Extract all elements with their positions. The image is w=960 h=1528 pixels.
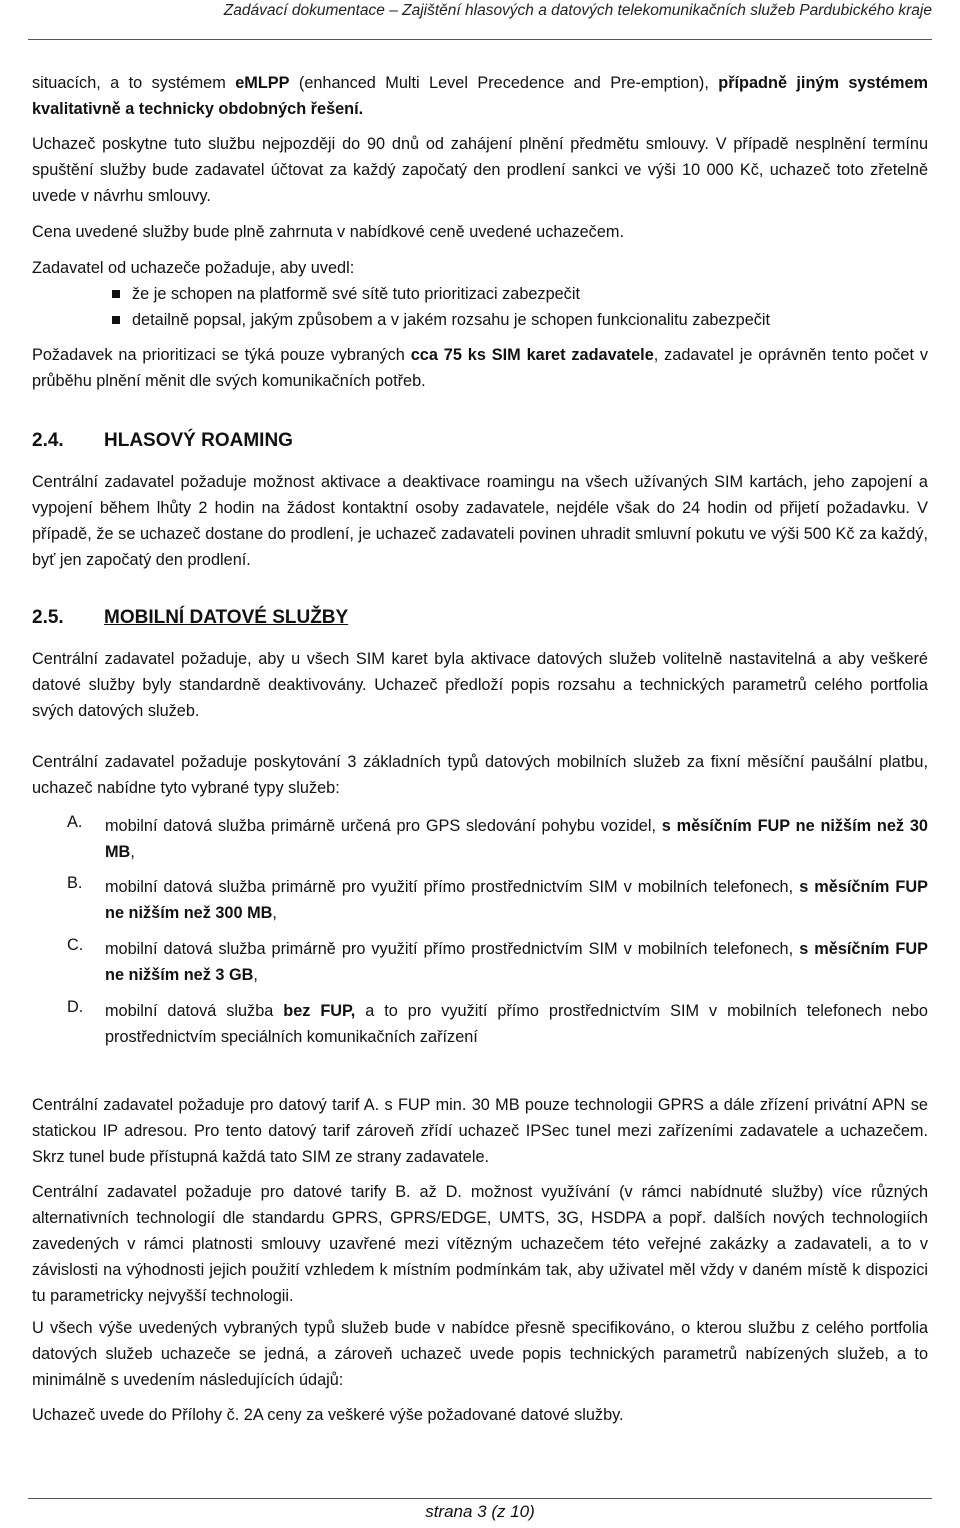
section-2-5-paragraph-1: Centrální zadavatel požaduje, aby u všech SIM karet byla aktivace datových služeb volitelně nastavitelná a aby veškeré datové služby byly standardně deaktivovány. Uchazeč předloží popis rozsahu a technických parametrů celého portfolia svých datových služeb.	[32, 650, 928, 720]
intro-paragraph-4: Zadavatel od uchazeče požaduje, aby uvedl: že je schopen na platformě své sítě tuto prioritizaci zabezpečit detailně popsal, jakým způsobem a v jakém rozsahu je schopen funkcionalitu zabezpečit	[32, 255, 928, 333]
list-item-a: A. mobilní datová služba primárně určená pro GPS sledování pohybu vozidel, s měsíčním FUP ne nižším než 30 MB,	[67, 813, 928, 861]
list-item-b: B. mobilní datová služba primárně pro využití přímo prostřednictvím SIM v mobilních telefonech, s měsíčním FUP ne nižším než 300 MB,	[67, 874, 928, 922]
section-2-5-paragraph-4: Centrální zadavatel požaduje pro datové tarify B. až D. možnost využívání (v rámci nabídnuté služby) více různých alternativních technologií dle standardu GPRS, GPRS/EDGE, UMTS, 3G, HSDPA a popř. dalších nových technologiích zavedených v rámci platnosti smlouvy uzavřené mezi vítězným uchazečem této veřejné zakázky a zadavateli, a to v závislosti na výhodnosti jejich použití vzhledem k místním podmínkám tak, aby uživatel měl vždy v daném místě k dispozici tu parametricky nejvyšší technologii.	[32, 1183, 928, 1305]
header-divider	[28, 39, 932, 40]
list-item: detailně popsal, jakým způsobem a v jakém rozsahu je schopen funkcionalitu zabezpečit	[32, 307, 928, 333]
list-item-d: D. mobilní datová služba bez FUP, a to pro využití přímo prostřednictvím SIM v mobilních telefonech nebo prostřednictvím speciálních komunikačních zařízení	[67, 998, 928, 1046]
page-header: Zadávací dokumentace – Zajištění hlasových a datových telekomunikačních služeb Pardubického kraje	[223, 2, 932, 19]
section-heading-2-5: 2.5. MOBILNÍ DATOVÉ SLUŽBY	[32, 607, 349, 628]
list-item-c: C. mobilní datová služba primárně pro využití přímo prostřednictvím SIM v mobilních telefonech, s měsíčním FUP ne nižším než 3 GB,	[67, 936, 928, 984]
footer-divider	[28, 1498, 932, 1499]
intro-paragraph-2: Uchazeč poskytne tuto službu nejpozději do 90 dnů od zahájení plnění předmětu smlouvy. V případě nesplnění termínu spuštění služby bude zadavatel účtovat za každý započatý den prodlení sankci ve výši 10 000 Kč, uchazeč toto zřetelně uvede v návrhu smlouvy.	[32, 135, 928, 205]
section-2-5-paragraph-6: Uchazeč uvede do Přílohy č. 2A ceny za veškeré výše požadované datové služby.	[32, 1406, 624, 1424]
section-heading-2-4: 2.4. HLASOVÝ ROAMING	[32, 430, 293, 451]
section-2-5-paragraph-5: U všech výše uvedených vybraných typů služeb bude v nabídce přesně specifikováno, o kterou službu z celého portfolia datových služeb uchazeče se jedná, a zároveň uchazeč uvede popis technických parametrů nabízených služeb, a to minimálně s uvedením následujících údajů:	[32, 1319, 928, 1389]
page-number: strana 3 (z 10)	[425, 1502, 535, 1521]
square-bullet-icon	[112, 316, 120, 324]
square-bullet-icon	[112, 290, 120, 298]
section-2-4-text: Centrální zadavatel požaduje možnost aktivace a deaktivace roamingu na všech užívaných SIM kartách, jeho zapojení a vypojení během lhůty 2 hodin na žádost kontaktní osoby zadavatele, nejdéle však do 24 hodin od přijetí požadavku. V případě, že se uchazeč dostane do prodlení, je uchazeč zadavateli povinen uhradit smluvní pokutu ve výši 500 Kč za každý, byť jen započatý den prodlení.	[32, 473, 928, 569]
list-item: že je schopen na platformě své sítě tuto prioritizaci zabezpečit	[32, 281, 928, 307]
requirements-list	[32, 281, 928, 333]
intro-paragraph-5: Požadavek na prioritizaci se týká pouze vybraných cca 75 ks SIM karet zadavatele, zadavatel je oprávněn tento počet v průběhu plnění měnit dle svých komunikačních potřeb.	[32, 346, 928, 390]
intro-paragraph-1: situacích, a to systémem eMLPP (enhanced Multi Level Precedence and Pre-emption), případně jiným systémem kvalitativně a technicky obdobných řešení.	[32, 74, 928, 118]
section-2-5-paragraph-3: Centrální zadavatel požaduje pro datový tarif A. s FUP min. 30 MB pouze technologii GPRS a dále zřízení privátní APN se statickou IP adresou. Pro tento datový tarif zároveň zřídí uchazeč IPSec tunel mezi zařízeními zadavatele a uchazečem. Skrz tunel bude přístupná každá tato SIM ze strany zadavatele.	[32, 1096, 928, 1166]
section-2-5-paragraph-2: Centrální zadavatel požaduje poskytování 3 základních typů datových mobilních služeb za fixní měsíční paušální platbu, uchazeč nabídne tyto vybrané typy služeb:	[32, 753, 928, 797]
intro-paragraph-3: Cena uvedené služby bude plně zahrnuta v nabídkové ceně uvedené uchazečem.	[32, 223, 624, 241]
